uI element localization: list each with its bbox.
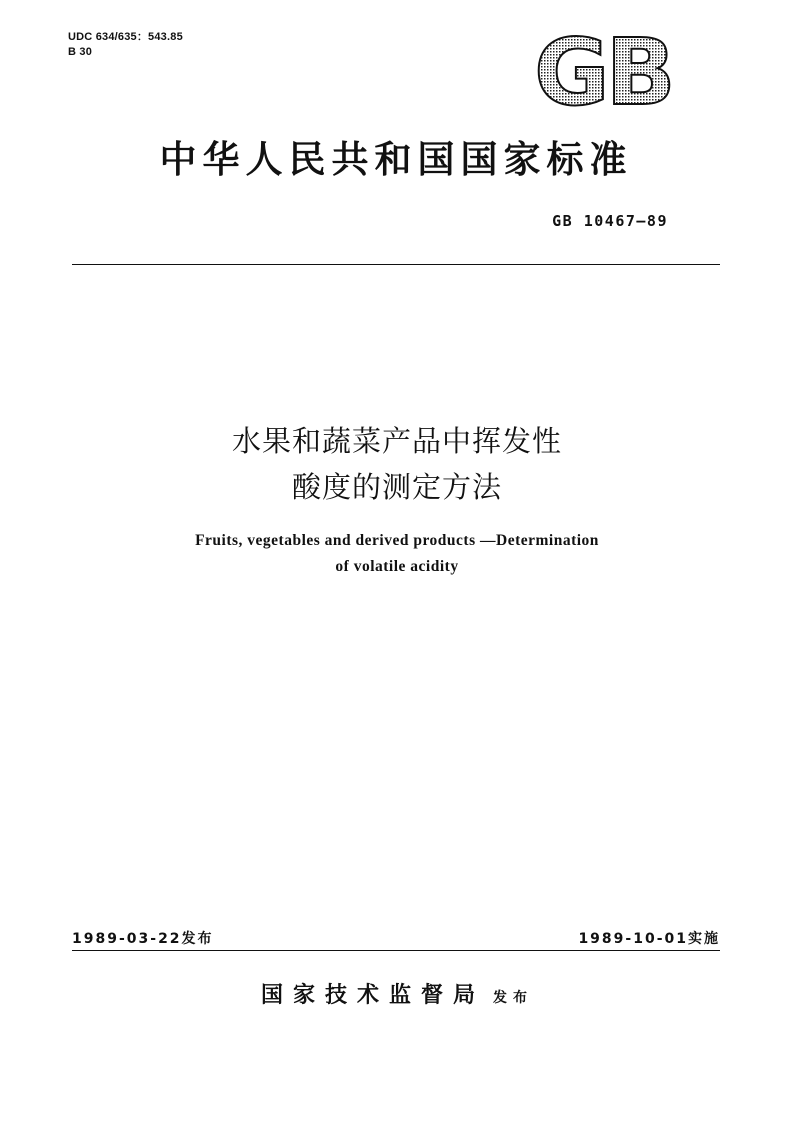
standard-title: 中华人民共和国国家标准 [159, 138, 633, 181]
issuer-block [100, 978, 694, 1009]
effective-date: 1989-10-01实施 [578, 931, 720, 947]
chinese-title [100, 418, 694, 510]
chinese-title-line1: 水果和蔬菜产品中挥发性 [231, 424, 562, 458]
issuer-suffix: 发布 [493, 990, 533, 1006]
gb-logo-text: GB [534, 30, 672, 110]
gb-logo-mark [526, 30, 681, 110]
footer-divider [72, 950, 720, 951]
english-title-line2: of volatile acidity [335, 558, 459, 575]
udc-code: UDC 634/635：543.85 [68, 31, 183, 43]
english-title [100, 528, 694, 580]
gb-logo [526, 30, 681, 110]
standard-number: GB 10467—89 [552, 212, 668, 230]
udc-classification [68, 30, 183, 60]
header-divider [72, 264, 720, 265]
issue-date: 1989-03-22发布 [72, 931, 214, 947]
issuer-name: 国家技术监督局 [260, 983, 485, 1008]
category-code: B 30 [68, 46, 93, 58]
chinese-title-line2: 酸度的测定方法 [291, 470, 502, 504]
english-title-line1: Fruits, vegetables and derived products —Determination [195, 532, 599, 549]
